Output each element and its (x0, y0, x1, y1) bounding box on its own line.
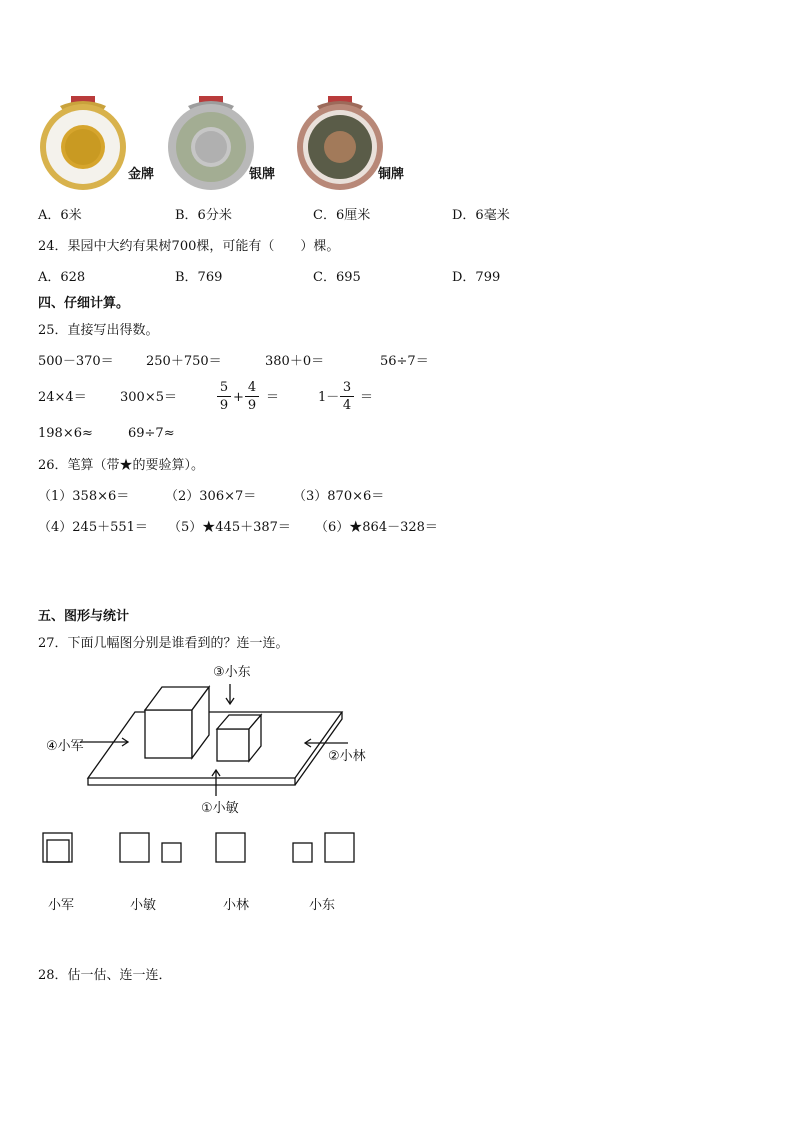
q25-item: 380＋0＝ (265, 354, 325, 369)
equals-sign: ＝ (266, 390, 280, 405)
silver-medal-icon (168, 96, 254, 190)
view-big-small-icon (120, 833, 181, 862)
fraction-4-9: 4 9 (245, 380, 259, 413)
q24-stem: 24．果园中大约有果树700棵，可能有（ ）棵。 (38, 239, 340, 254)
view-small-big-icon (293, 833, 354, 862)
label-xiaolin: ②小林 (328, 749, 366, 764)
name-xiaolin[interactable]: 小林 (223, 898, 250, 913)
q26-item: （2）306×7＝ (165, 489, 257, 504)
q26-stem: 26．笔算（带★的要验算）。 (38, 458, 205, 473)
plus-sign: + (233, 390, 244, 405)
q26-item: （6）★864－328＝ (315, 520, 438, 535)
big-cube-front (145, 710, 192, 758)
view-nested-squares-icon (43, 833, 72, 862)
section-4-heading: 四、仔细计算。 (38, 296, 130, 311)
equals-sign: ＝ (360, 390, 374, 405)
q28-stem: 28．估一估、连一连． (38, 968, 172, 983)
q24-option-a[interactable]: A．628 (38, 270, 86, 285)
board-front (88, 778, 295, 785)
q23-option-b[interactable]: B．6分米 (175, 208, 232, 223)
board-top (88, 712, 342, 778)
name-xiaojun[interactable]: 小军 (48, 898, 75, 913)
one-minus: 1－ (318, 390, 340, 405)
gold-medal-icon (40, 96, 126, 190)
q26-item: （5）★445＋387＝ (168, 520, 291, 535)
q24-option-b[interactable]: B．769 (175, 270, 223, 285)
q26-item: （3）870×6＝ (293, 489, 385, 504)
q23-option-a[interactable]: A．6米 (38, 208, 82, 223)
q23-option-c[interactable]: C．6厘米 (313, 208, 371, 223)
q27-scene-figure (40, 660, 390, 820)
section-5-heading: 五、图形与统计 (38, 609, 130, 624)
q25-item: 56÷7＝ (380, 354, 429, 369)
q24-option-c[interactable]: C．695 (313, 270, 361, 285)
q25-item: 250＋750＝ (146, 354, 222, 369)
label-xiaojun: ④小军 (46, 739, 84, 754)
label-xiaomin: ①小敏 (201, 801, 239, 816)
q26-item: （1）358×6＝ (38, 489, 130, 504)
q25-item: 300×5＝ (120, 390, 177, 405)
medals-figure (30, 92, 430, 192)
fraction-3-4: 3 4 (340, 380, 354, 413)
q25-item: 500－370＝ (38, 354, 114, 369)
gold-label: 金牌 (128, 167, 155, 182)
q26-item: （4）245＋551＝ (38, 520, 148, 535)
q24-option-d[interactable]: D．799 (452, 270, 501, 285)
q25-stem: 25．直接写出得数。 (38, 323, 159, 338)
fraction-5-9: 5 9 (217, 380, 231, 413)
q25-item: 24×4＝ (38, 390, 87, 405)
silver-label: 银牌 (249, 167, 276, 182)
small-cube-front (217, 729, 249, 761)
view-single-square-icon (216, 833, 245, 862)
q27-views-figure (40, 828, 370, 868)
q25-item: 69÷7≈ (128, 426, 175, 441)
bronze-label: 铜牌 (378, 167, 405, 182)
name-xiaomin[interactable]: 小敏 (130, 898, 157, 913)
q25-item: 198×6≈ (38, 426, 93, 441)
bronze-medal-icon (297, 96, 383, 190)
label-xiaodong: ③小东 (213, 665, 251, 680)
q23-option-d[interactable]: D．6毫米 (452, 208, 510, 223)
name-xiaodong[interactable]: 小东 (309, 898, 336, 913)
q27-stem: 27．下面几幅图分别是谁看到的？连一连。 (38, 636, 289, 651)
